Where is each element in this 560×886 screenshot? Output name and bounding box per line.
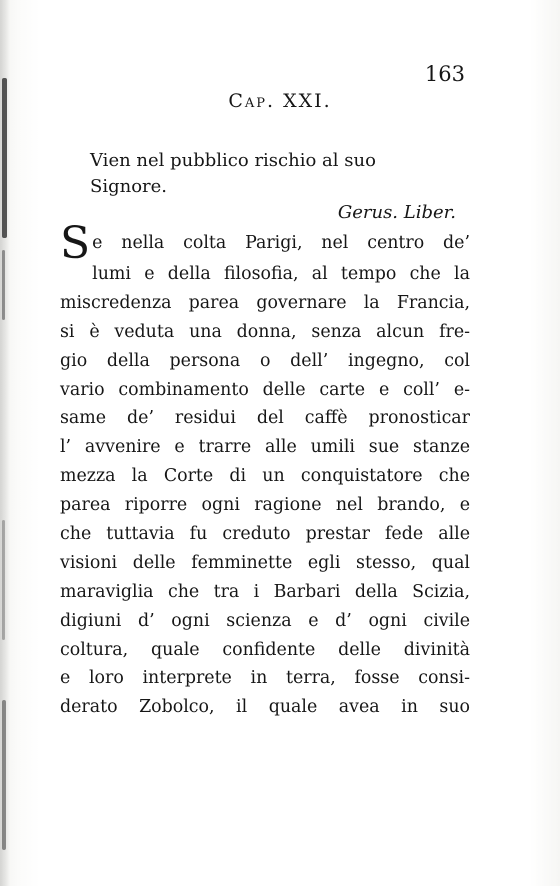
epigraph (90, 148, 456, 226)
text-line: derato Zobolco, il quale avea in suo (60, 697, 470, 718)
text-line: si è veduta una donna, senza alcun fre- (60, 321, 470, 342)
chapter-heading: Cap. XXI. (228, 90, 332, 112)
epigraph-quote: Vien nel pubblico rischio al suo Signore. (90, 150, 376, 197)
binding-mark (2, 520, 5, 640)
text-line: mezza la Corte di un conquistatore che (60, 466, 470, 487)
text-line: visioni delle femminette egli stesso, qual (60, 552, 470, 573)
text-line: gio della persona o dell’ ingegno, col (60, 350, 470, 371)
text-line: che tuttavia fu creduto prestar fede alle (60, 524, 470, 545)
text-line: miscredenza parea governare la Francia, (60, 292, 470, 313)
text-line: l’ avvenire e trarre alle umili sue stanze (60, 437, 470, 458)
epigraph-source: Gerus. Liber. (337, 202, 456, 223)
text-line: e nella colta Parigi, nel centro de’ (92, 233, 470, 253)
text-line: parea riporre ogni ragione nel brando, e (60, 495, 470, 516)
text-line: lumi e della filosofia, al tempo che la (92, 264, 470, 284)
binding-mark (2, 250, 5, 320)
text-line: vario combinamento delle carte e coll’ e- (60, 379, 470, 400)
page-number: 163 (424, 62, 465, 86)
binding-mark (2, 700, 6, 850)
drop-cap: S (60, 218, 91, 269)
text-line: maraviglia che tra i Barbari della Scizia, (60, 581, 470, 602)
body-paragraph (60, 218, 470, 722)
text-line: same de’ residui del caffè pronosticar (60, 408, 470, 429)
text-line: digiuni d’ ogni scienza e d’ ogni civile (60, 610, 470, 631)
text-line: coltura, quale confidente delle divinità (60, 639, 470, 660)
text-line: e loro interprete in terra, fosse consi- (60, 668, 470, 689)
